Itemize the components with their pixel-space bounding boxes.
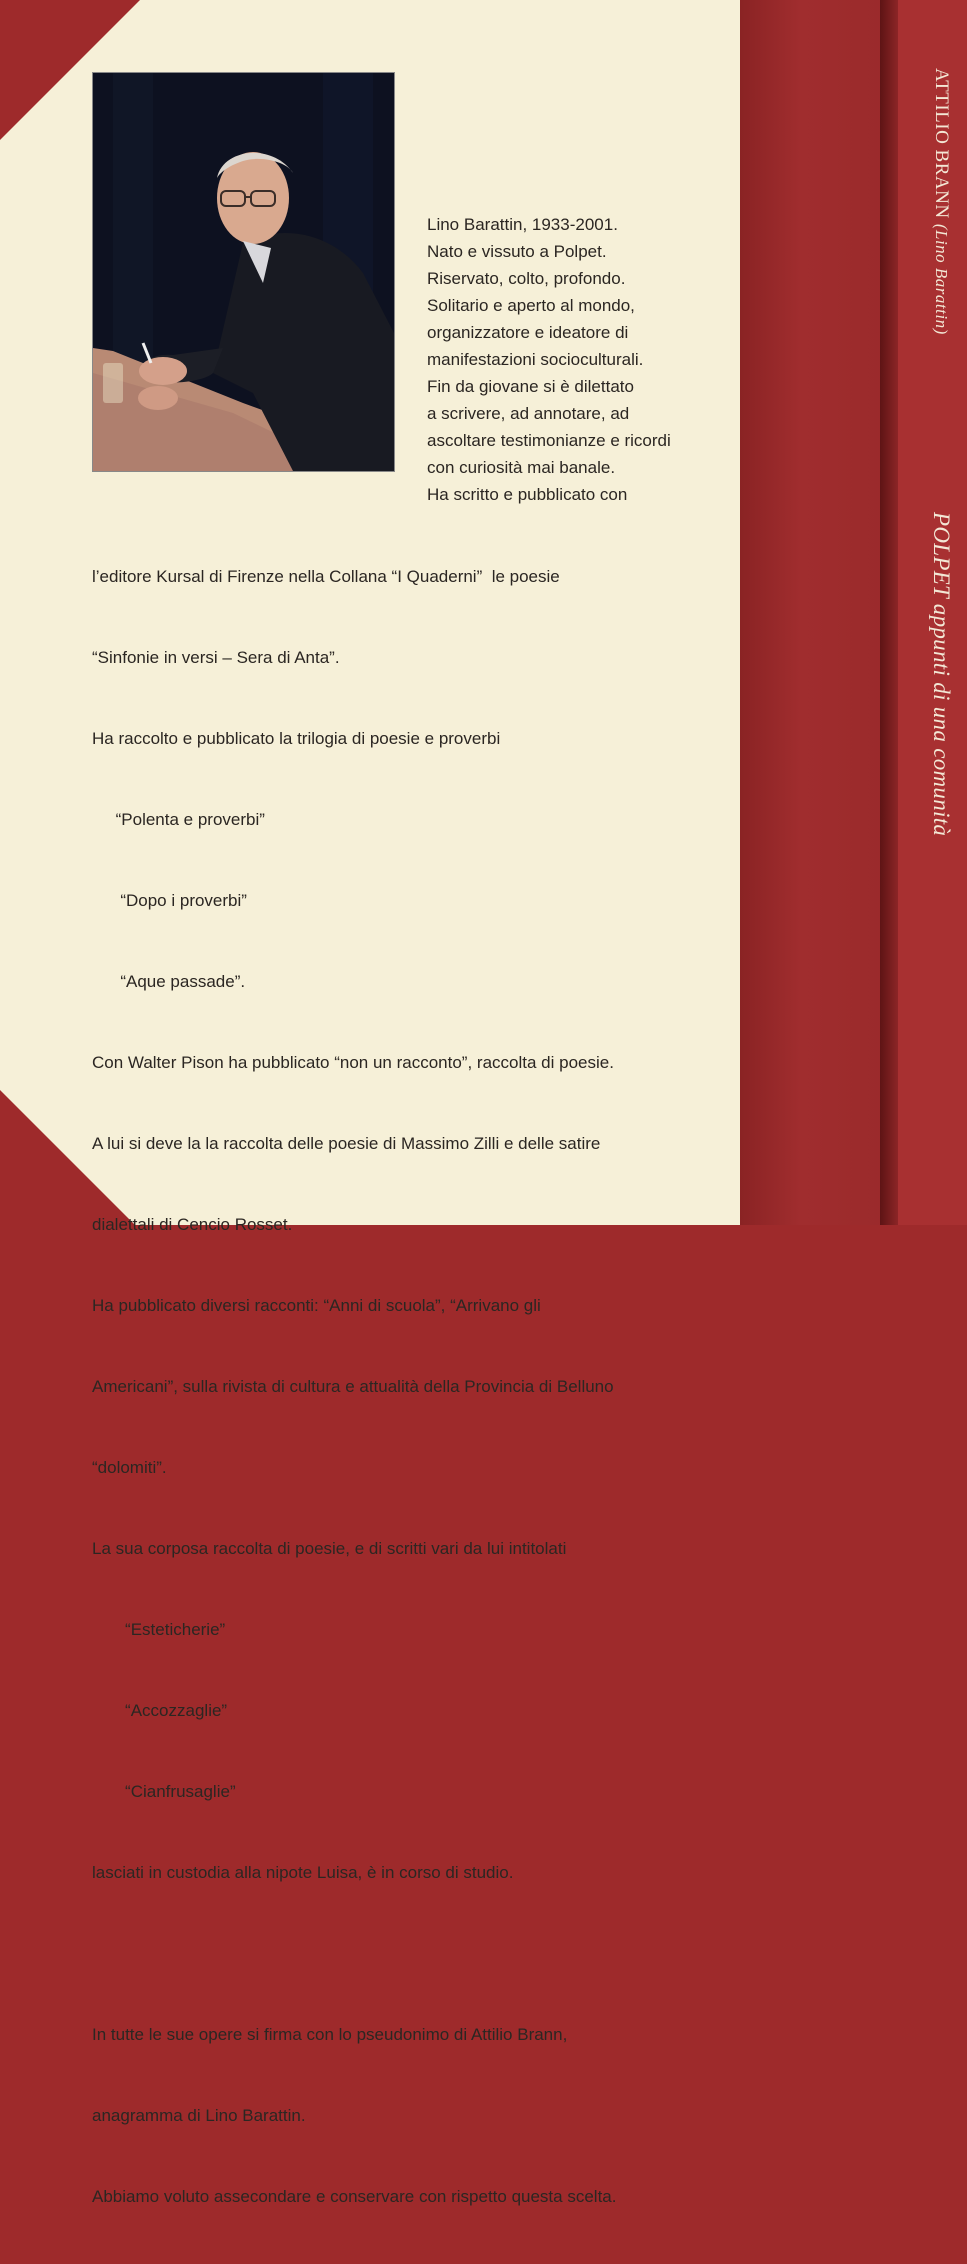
- bio-body-text: [92, 509, 616, 2264]
- bio-line: Solitario e aperto al mondo,: [427, 296, 635, 315]
- body-line: “Accozzaglie”: [92, 1701, 228, 1720]
- bio-line: a scrivere, ad annotare, ad: [427, 404, 630, 423]
- body-line: Ha raccolto e pubblicato la trilogia di poesie e proverbi: [92, 729, 501, 748]
- body-line: lasciati in custodia alla nipote Luisa, è in corso di studio.: [92, 1863, 514, 1882]
- bio-line: ascoltare testimonianze e ricordi: [427, 431, 671, 450]
- bio-line: Fin da giovane si è dilettato: [427, 377, 634, 396]
- body-line: “Cianfrusaglie”: [92, 1782, 236, 1801]
- author-portrait-photo: [92, 72, 395, 472]
- body-line: La sua corposa raccolta di poesie, e di scritti vari da lui intitolati: [92, 1539, 567, 1558]
- bio-line: Riservato, colto, profondo.: [427, 269, 626, 288]
- spine-pseudonym: (Lino Barattin): [932, 223, 951, 335]
- body-line: anagramma di Lino Barattin.: [92, 2106, 306, 2125]
- bio-line: Nato e vissuto a Polpet.: [427, 242, 607, 261]
- body-line: In tutte le sue opere si firma con lo pseudonimo di Attilio Brann,: [92, 2025, 568, 2044]
- spine-author: [930, 68, 952, 335]
- body-line: “Dopo i proverbi”: [92, 891, 247, 910]
- bio-line: Lino Barattin, 1933-2001.: [427, 215, 618, 234]
- bio-line: manifestazioni socioculturali.: [427, 350, 644, 369]
- bio-line: con curiosità mai banale.: [427, 458, 616, 477]
- body-line: Americani”, sulla rivista di cultura e attualità della Provincia di Belluno: [92, 1377, 614, 1396]
- body-line: “Sinfonie in versi – Sera di Anta”.: [92, 648, 340, 667]
- body-line: “Esteticherie”: [92, 1620, 226, 1639]
- body-line: A lui si deve la la raccolta delle poesie di Massimo Zilli e delle satire: [92, 1134, 601, 1153]
- body-line: [92, 1940, 616, 1967]
- body-line: “dolomiti”.: [92, 1458, 167, 1477]
- body-line: “Aque passade”.: [92, 972, 246, 991]
- body-line: l’editore Kursal di Firenze nella Collana “I Quaderni” le poesie: [92, 567, 560, 586]
- spine-shadow: [880, 0, 898, 1225]
- body-line: “Polenta e proverbi”: [92, 810, 265, 829]
- body-line: Abbiamo voluto assecondare e conservare con rispetto questa scelta.: [92, 2187, 617, 2206]
- bio-line: organizzatore e ideatore di: [427, 323, 629, 342]
- bio-intro-text: [427, 211, 671, 508]
- body-line: Con Walter Pison ha pubblicato “non un racconto”, raccolta di poesie.: [92, 1053, 614, 1072]
- spine-author-name: ATTILIO BRANN: [931, 68, 952, 219]
- book-spine-front: [740, 0, 890, 1225]
- spine-title: POLPET appunti di una comunità: [929, 512, 954, 837]
- body-line: Ha pubblicato diversi racconti: “Anni di scuola”, “Arrivano gli: [92, 1296, 541, 1315]
- body-line: dialettali di Cencio Rosset.: [92, 1215, 293, 1234]
- bio-line: Ha scritto e pubblicato con: [427, 485, 628, 504]
